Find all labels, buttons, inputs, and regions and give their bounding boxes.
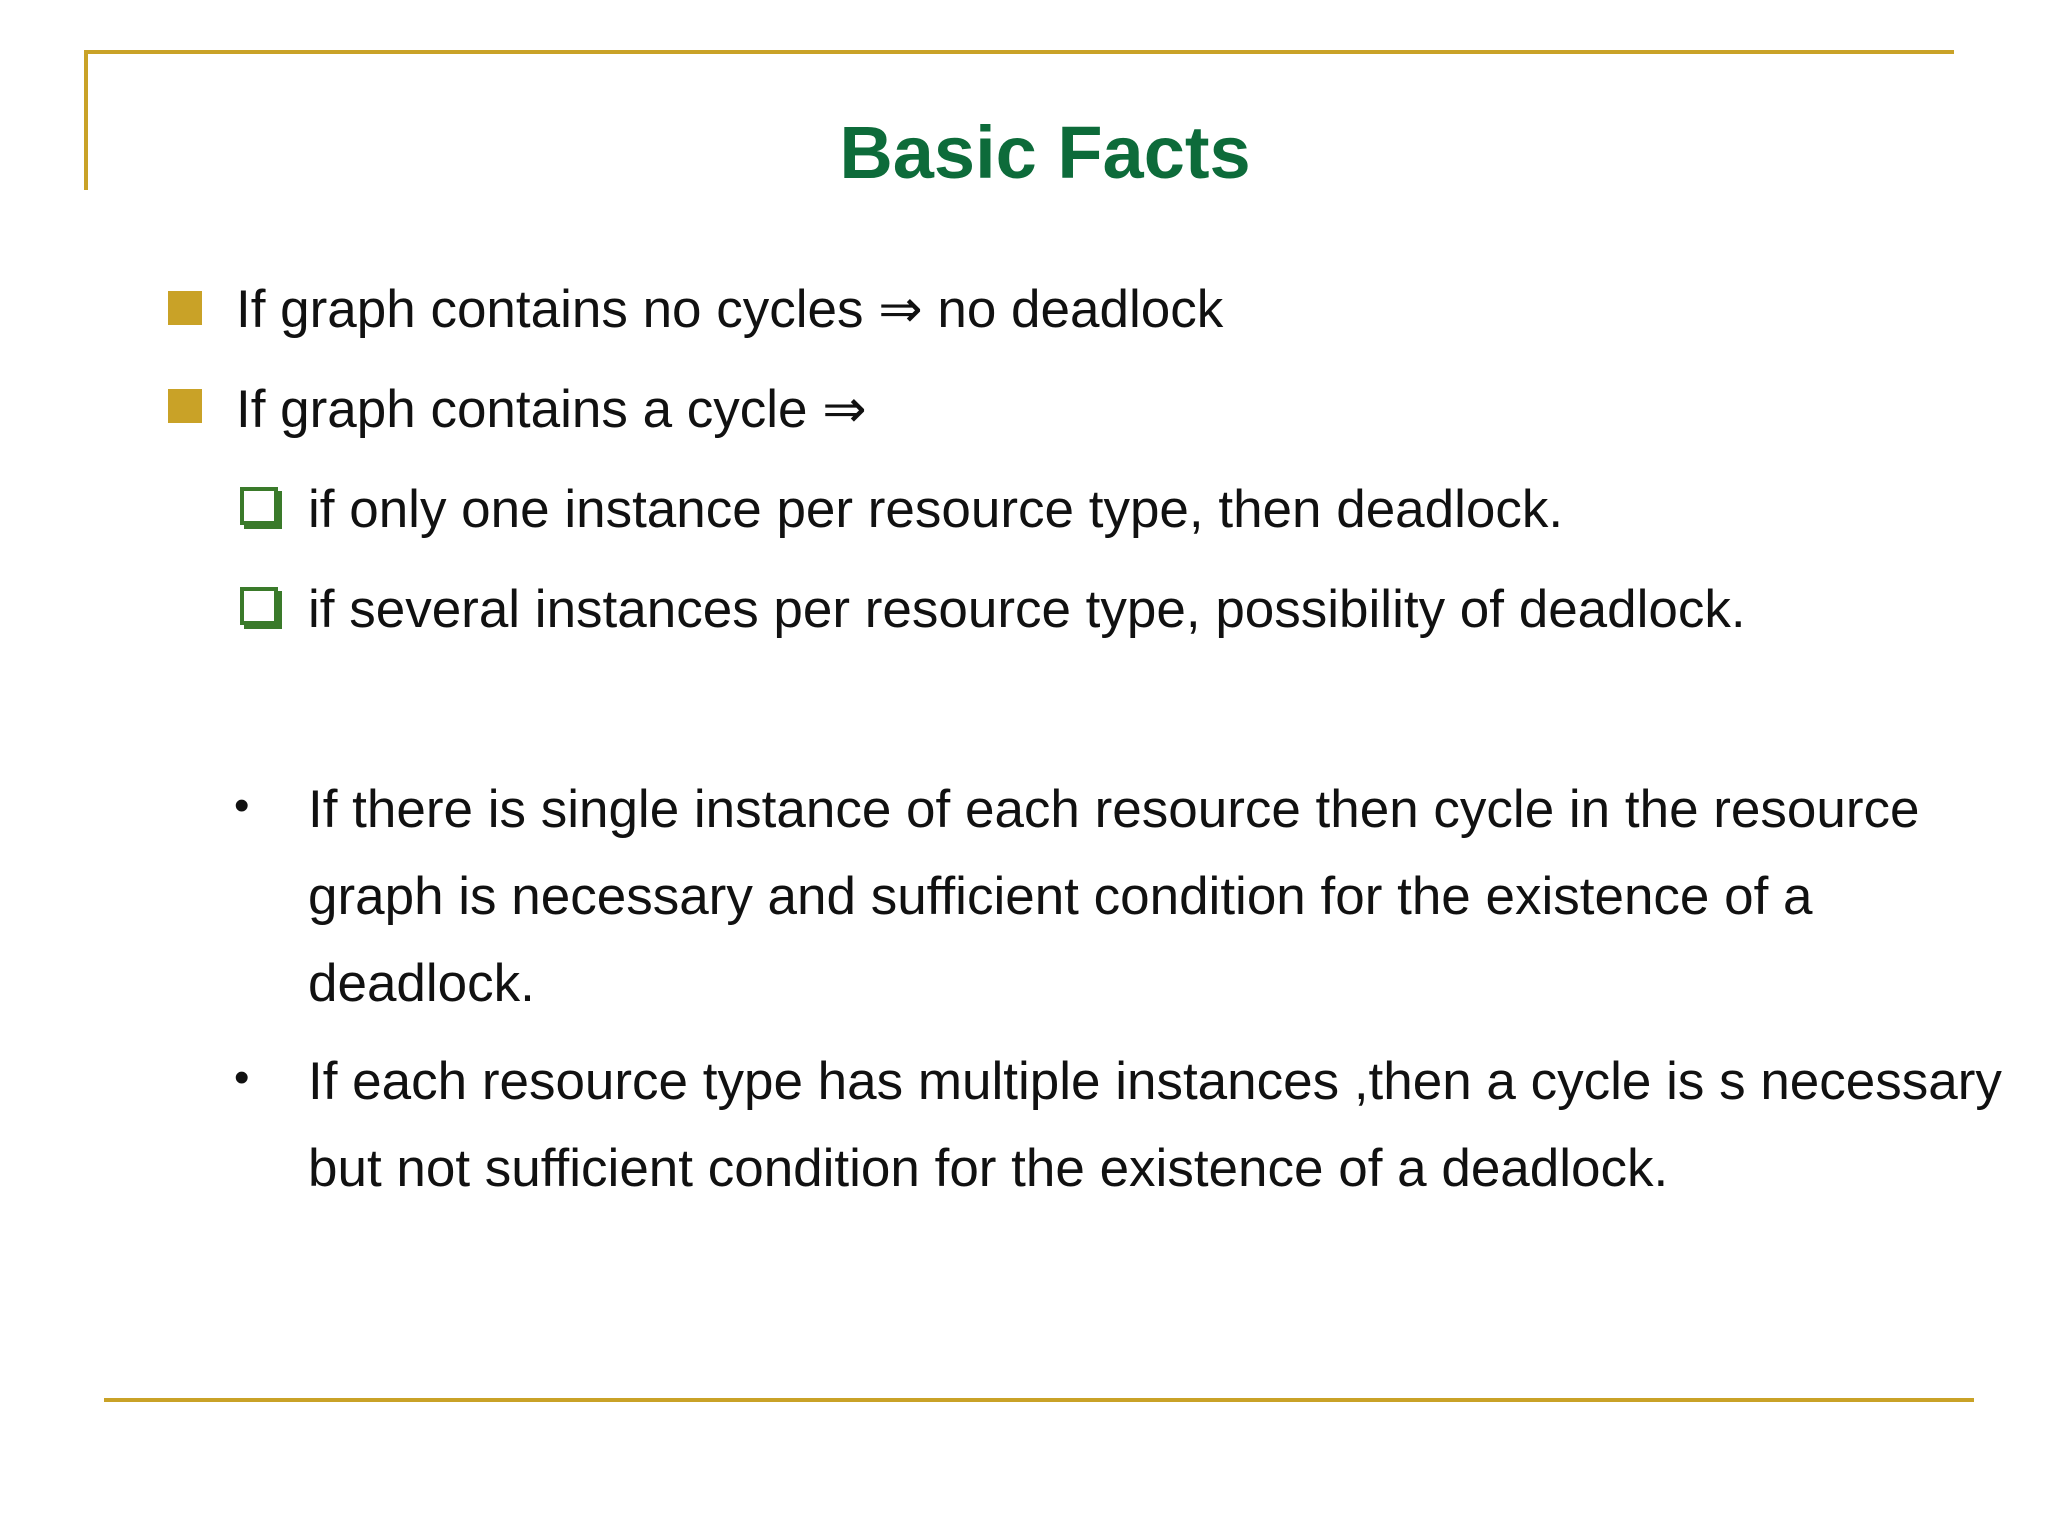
top-rule [84, 50, 1954, 54]
sub-bullet-text: if several instances per resource type, possibility of deadlock. [308, 580, 1746, 639]
bullet-text: If graph contains a cycle ⇒ [236, 380, 867, 439]
bullet-text: If graph contains no cycles ⇒ no deadlock [236, 280, 1224, 339]
checkbox-bullet-icon [240, 487, 278, 525]
dot-bullet-icon: • [234, 781, 250, 830]
bottom-rule [104, 1398, 1974, 1402]
dot-bullet-icon: • [234, 1053, 250, 1102]
note-text: If there is single instance of each resource then cycle in the resource graph is necessary and sufficient condition for the existence of a deadlock. [308, 780, 1920, 1013]
sub-bullet-text: if only one instance per resource type, then deadlock. [308, 480, 1564, 539]
checkbox-bullet-icon [240, 587, 278, 625]
slide-title: Basic Facts [839, 111, 1251, 194]
square-bullet-icon [168, 389, 202, 423]
note-text: If each resource type has multiple instances ,then a cycle is s necessary but not sufficient condition for the existence of a deadlock. [308, 1052, 2002, 1198]
square-bullet-icon [168, 291, 202, 325]
